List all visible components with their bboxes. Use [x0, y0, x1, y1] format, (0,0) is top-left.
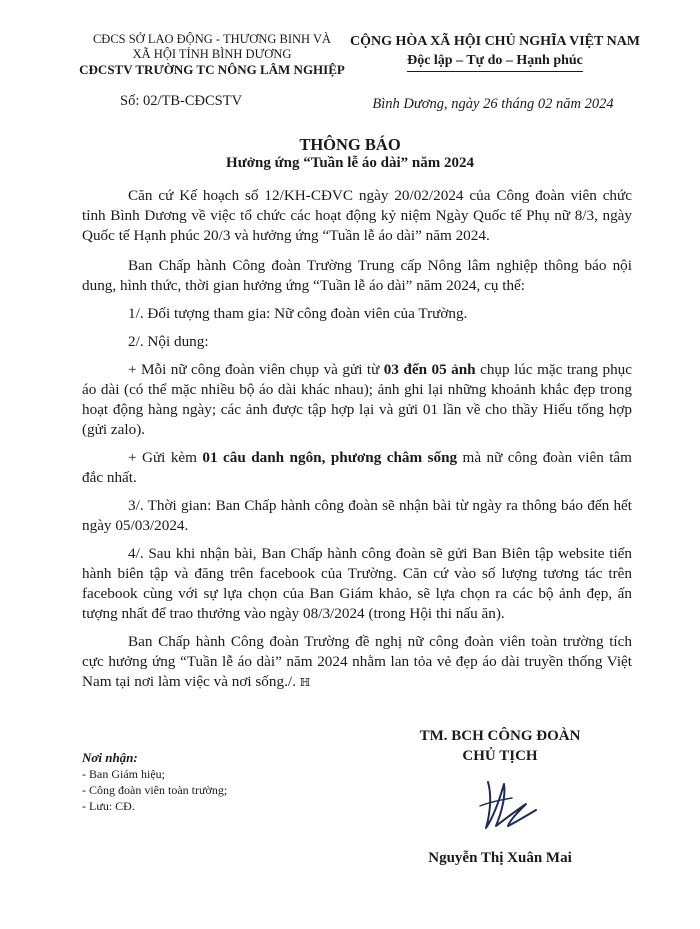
recipient-item: - Lưu: CĐ.: [82, 799, 135, 813]
signer-name: Nguyễn Thị Xuân Mai: [428, 850, 572, 866]
recipients-title: Nơi nhận:: [82, 750, 138, 765]
national-header: [350, 32, 640, 72]
paragraph-closing: Ban Chấp hành Công đoàn Trường đề nghị nữ công đoàn viên toàn trường tích cực hưởng ứng “Tuần lễ áo dài” năm 2024 nhằm lan tỏa vẻ đẹp áo dài truyền thống Việt Nam tại nơi làm việc và nơi sống./. ℍ: [82, 633, 632, 690]
recipient-item: - Ban Giám hiệu;: [82, 767, 165, 781]
document-number: Số: 02/TB-CĐCSTV: [120, 93, 243, 109]
recipient-item: - Công đoàn viên toàn trường;: [82, 783, 228, 797]
paragraph-selection: 4/. Sau khi nhận bài, Ban Chấp hành công đoàn sẽ gửi Ban Biên tập website tiến hành biên tập và đăng trên facebook của Trường. Căn cứ vào số lượng tương tác trên facebook cùng với sự lựa chọn của Ban Giám khảo, sẽ lựa chọn ra các bộ ảnh đẹp, ấn tượng nhất để trao thưởng vào ngày 08/3/2024 (trong Hội thi nấu ăn).: [82, 545, 632, 622]
org-line-3: CĐCSTV TRƯỜNG TC NÔNG LÂM NGHIỆP: [79, 62, 345, 77]
issuing-organization: [62, 32, 362, 77]
document-body: [82, 186, 632, 701]
date-line: Bình Dương, ngày 26 tháng 02 năm 2024: [372, 96, 614, 112]
paragraph-announcement: Ban Chấp hành Công đoàn Trường Trung cấp Nông lâm nghiệp thông báo nội dung, hình thức, thời gian hưởng ứng “Tuần lễ áo dài” năm 2024, cụ thể:: [82, 257, 632, 294]
signature-title: [400, 726, 600, 766]
signature-title-line-2: CHỦ TỊCH: [462, 748, 538, 764]
recipients-block: [82, 750, 227, 814]
org-line-2: XÃ HỘI TỈNH BÌNH DƯƠNG: [132, 47, 292, 61]
document-subtitle: Hưởng ứng “Tuần lễ áo dài” năm 2024: [226, 155, 474, 171]
paragraph-participants: 1/. Đối tượng tham gia: Nữ công đoàn viên của Trường.: [128, 305, 468, 322]
paragraph-quote: + Gửi kèm 01 câu danh ngôn, phương châm sống mà nữ công đoàn viên tâm đắc nhất.: [82, 449, 632, 486]
signature-title-line-1: TM. BCH CÔNG ĐOÀN: [419, 728, 581, 744]
handwritten-signature: [470, 776, 550, 836]
paragraph-basis: Căn cứ Kế hoạch số 12/KH-CĐVC ngày 20/02/2024 của Công đoàn viên chức tỉnh Bình Dương về việc tổ chức các hoạt động kỷ niệm Ngày Quốc tế Phụ nữ 8/3, ngày Quốc tế Hạnh phúc 20/3 và hưởng ứng “Tuần lễ áo dài” năm 2024.: [82, 187, 632, 244]
national-motto: Độc lập – Tự do – Hạnh phúc: [407, 51, 583, 72]
paragraph-content-heading: 2/. Nội dung:: [128, 333, 209, 350]
country-name: CỘNG HÒA XÃ HỘI CHỦ NGHĨA VIỆT NAM: [350, 34, 641, 49]
org-line-1: CĐCS SỞ LAO ĐỘNG - THƯƠNG BINH VÀ: [92, 32, 332, 46]
initial-mark: ℍ: [299, 677, 311, 689]
paragraph-photos: + Mỗi nữ công đoàn viên chụp và gửi từ 03 đến 05 ảnh chụp lúc mặc trang phục áo dài (có thể mặc nhiều bộ áo dài khác nhau); ảnh ghi lại những khoảnh khắc đẹp trong hoạt động hàng ngày; các ảnh được tập hợp lại và gửi 01 lần về cho thầy Hiếu tổng hợp (gửi zalo).: [82, 361, 632, 438]
document-title: THÔNG BÁO: [299, 135, 401, 154]
paragraph-time: 3/. Thời gian: Ban Chấp hành công đoàn sẽ nhận bài từ ngày ra thông báo đến hết ngày 05/03/2024.: [82, 497, 632, 534]
